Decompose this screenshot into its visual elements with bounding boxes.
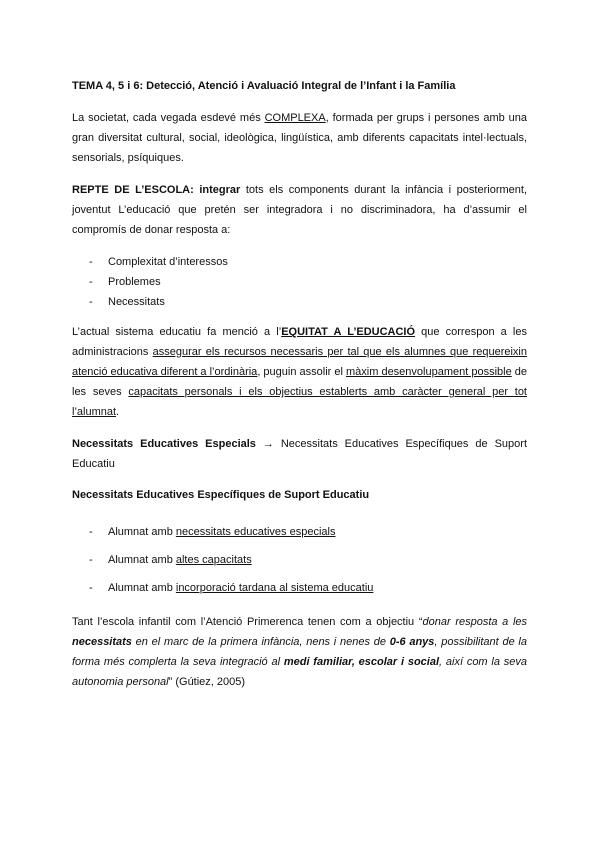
list-item bbox=[72, 252, 527, 272]
document-page bbox=[72, 78, 527, 704]
paragraph-challenge bbox=[72, 180, 527, 240]
dash-bullet: - bbox=[89, 526, 93, 538]
underlined-text: assegurar els recursos necessaris per tal que els alumnes que requereixin atenció educativa diferent a l’ordinària bbox=[72, 346, 527, 378]
arrow: → bbox=[255, 438, 281, 450]
text: . bbox=[116, 406, 120, 418]
underlined-text: incorporació tardana al sistema educatiu bbox=[175, 582, 374, 594]
text: que correspon a les administracions bbox=[72, 326, 527, 358]
paragraph-equity bbox=[72, 322, 527, 422]
italic-text: donar resposta a les bbox=[422, 616, 528, 628]
paragraph-quote bbox=[72, 612, 527, 692]
italic-text: en el marc de la primera infància, nens i nenes de bbox=[131, 636, 390, 648]
list-item-prefix: Alumnat amb bbox=[108, 582, 176, 594]
underlined-text: COMPLEXA bbox=[264, 112, 326, 124]
underlined-text: màxim desenvolupament possible bbox=[346, 366, 512, 378]
bold-italic-text: 0-6 anys bbox=[389, 636, 435, 648]
list-item bbox=[72, 546, 527, 574]
list-item-text: Necessitats bbox=[108, 296, 165, 308]
dash-bullet: - bbox=[89, 554, 93, 566]
list-item bbox=[72, 292, 527, 312]
text: Necessitats Educatives Específiques de Suport Educatiu bbox=[72, 438, 527, 470]
list-item-text: Problemes bbox=[108, 276, 161, 288]
text: , puguin assolir el bbox=[257, 366, 346, 378]
bold-italic-text: necessitats bbox=[72, 636, 132, 648]
text: La societat, cada vegada esdevé més bbox=[72, 112, 265, 124]
list-needs bbox=[72, 252, 527, 312]
dash-bullet: - bbox=[89, 582, 93, 594]
list-student-types bbox=[72, 518, 527, 602]
paragraph-nee-to-neese bbox=[72, 434, 527, 474]
text: de les seves bbox=[72, 366, 528, 398]
dash-bullet: - bbox=[89, 276, 93, 288]
text: L’actual sistema educatiu fa menció a l’ bbox=[72, 326, 282, 338]
document-title: TEMA 4, 5 i 6: Detecció, Atenció i Avaluació Integral de l’Infant i la Família bbox=[72, 80, 456, 92]
underlined-text: necessitats educatives especials bbox=[175, 526, 336, 538]
bold-label: REPTE DE L’ESCOLA: integrar bbox=[72, 184, 241, 196]
dash-bullet: - bbox=[89, 296, 93, 308]
bold-underlined-text: EQUITAT A L’EDUCACIÓ bbox=[281, 326, 416, 338]
italic-text: , possibilitant de la forma més complerta la seva integració al bbox=[72, 636, 527, 668]
list-item-text: Complexitat d’interessos bbox=[108, 256, 228, 268]
list-item-prefix: Alumnat amb bbox=[108, 526, 176, 538]
section-heading: Necessitats Educatives Específiques de Suport Educatiu bbox=[72, 489, 370, 501]
list-item bbox=[72, 272, 527, 292]
italic-text: , així com la seva autonomia personal bbox=[72, 656, 527, 688]
paragraph-society bbox=[72, 108, 527, 168]
underlined-text: capacitats personals i els objectius establerts amb caràcter general per tot l’alumnat bbox=[72, 386, 527, 418]
text: tots els components durant la infància i posteriorment, joventut L’educació que pretén ser integradora i no discriminadora, ha d’assumir el compromís de donar resposta a: bbox=[72, 184, 527, 236]
underlined-text: altes capacitats bbox=[175, 554, 252, 566]
text: , formada per grups i persones amb una gran diversitat cultural, social, ideològica, lingüística, amb diferents capacitats intel·lectuals, sensorials, psíquiques. bbox=[72, 112, 527, 164]
bold-text: Necessitats Educatives Especials bbox=[72, 438, 256, 450]
citation: ” (Gútiez, 2005) bbox=[168, 676, 246, 688]
list-item-prefix: Alumnat amb bbox=[108, 554, 176, 566]
text: Tant l’escola infantil com l’Atenció Primerenca tenen com a objectiu “ bbox=[72, 616, 423, 628]
dash-bullet: - bbox=[89, 256, 93, 268]
list-item bbox=[72, 518, 527, 546]
list-item bbox=[72, 574, 527, 602]
bold-italic-text: medi familiar, escolar i social bbox=[283, 656, 440, 668]
